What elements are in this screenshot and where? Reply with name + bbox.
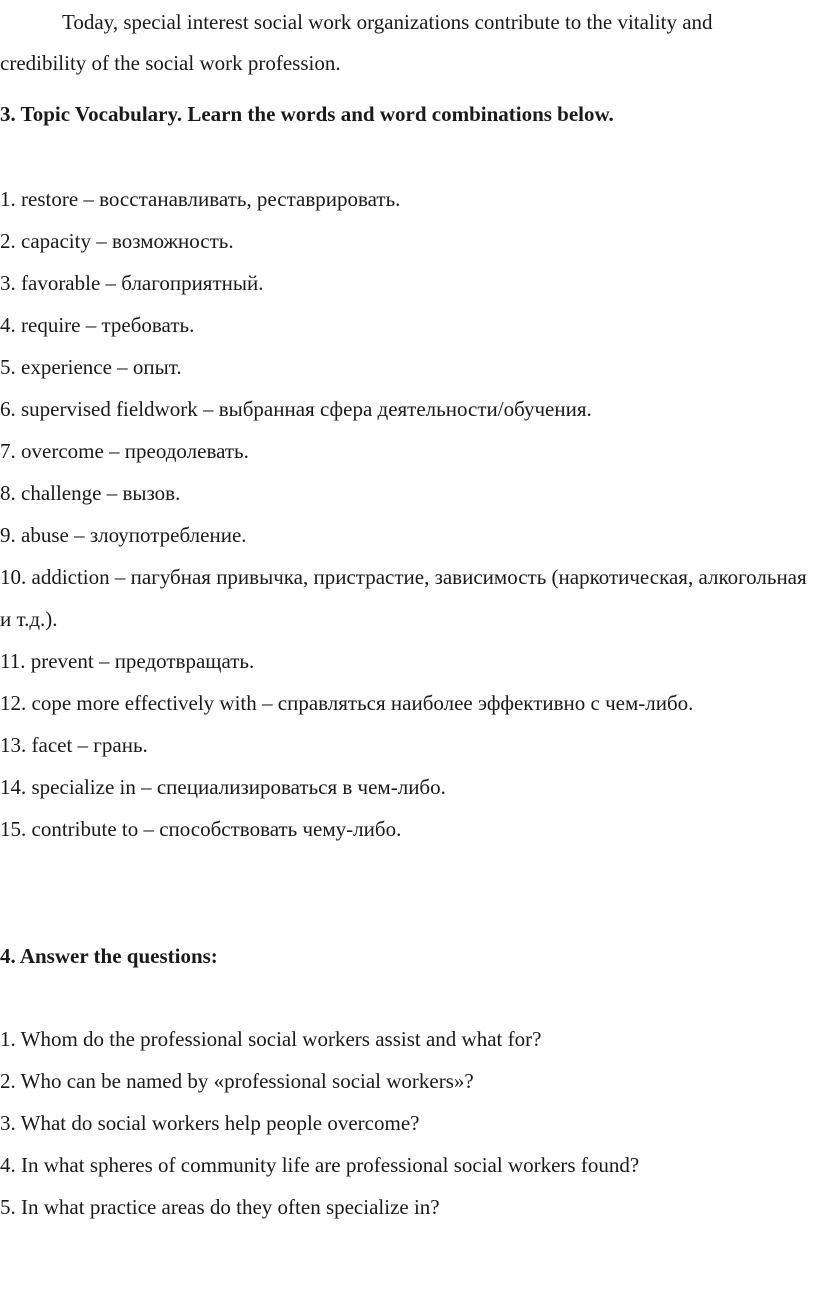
intro-paragraph (0, 2, 816, 84)
vocabulary-item: 6. supervised fieldwork – выбранная сфера деятельности/обучения. (0, 397, 592, 421)
question-item: 1. Whom do the professional social workers assist and what for? (0, 1027, 542, 1051)
questions-list (0, 1024, 816, 1234)
vocabulary-item: 13. facet – грань. (0, 733, 148, 757)
vocabulary-item: 5. experience – опыт. (0, 355, 182, 379)
intro-line-2: credibility of the social work profession. (0, 51, 341, 75)
question-item: 4. In what spheres of community life are professional social workers found? (0, 1153, 640, 1177)
intro-line-1: Today, special interest social work organizations contribute to the vitality and (62, 10, 713, 34)
vocabulary-list (0, 184, 816, 856)
questions-heading: 4. Answer the questions: (0, 944, 218, 968)
vocabulary-item: 11. prevent – предотвращать. (0, 649, 255, 673)
vocabulary-item: 2. capacity – возможность. (0, 229, 234, 253)
vocabulary-item: 1. restore – восстанавливать, реставрировать. (0, 187, 401, 211)
vocabulary-item: 9. abuse – злоупотребление. (0, 523, 247, 547)
vocabulary-item: 10. addiction – пагубная привычка, пристрастие, зависимость (наркотическая, алкогольная и т.д.). (0, 565, 807, 631)
vocabulary-item: 4. require – требовать. (0, 313, 195, 337)
vocabulary-item: 14. specialize in – специализироваться в чем-либо. (0, 775, 446, 799)
vocabulary-item: 12. cope more effectively with – справляться наиболее эффективно с чем-либо. (0, 691, 694, 715)
question-item: 5. In what practice areas do they often specialize in? (0, 1195, 440, 1219)
question-item: 3. What do social workers help people overcome? (0, 1111, 420, 1135)
vocabulary-item: 3. favorable – благоприятный. (0, 271, 264, 295)
vocabulary-item: 7. overcome – преодолевать. (0, 439, 249, 463)
vocabulary-item: 15. contribute to – способствовать чему-либо. (0, 817, 402, 841)
question-item: 2. Who can be named by «professional social workers»? (0, 1069, 474, 1093)
vocabulary-item: 8. challenge – вызов. (0, 481, 181, 505)
vocabulary-heading: 3. Topic Vocabulary. Learn the words and word combinations below. (0, 102, 614, 126)
